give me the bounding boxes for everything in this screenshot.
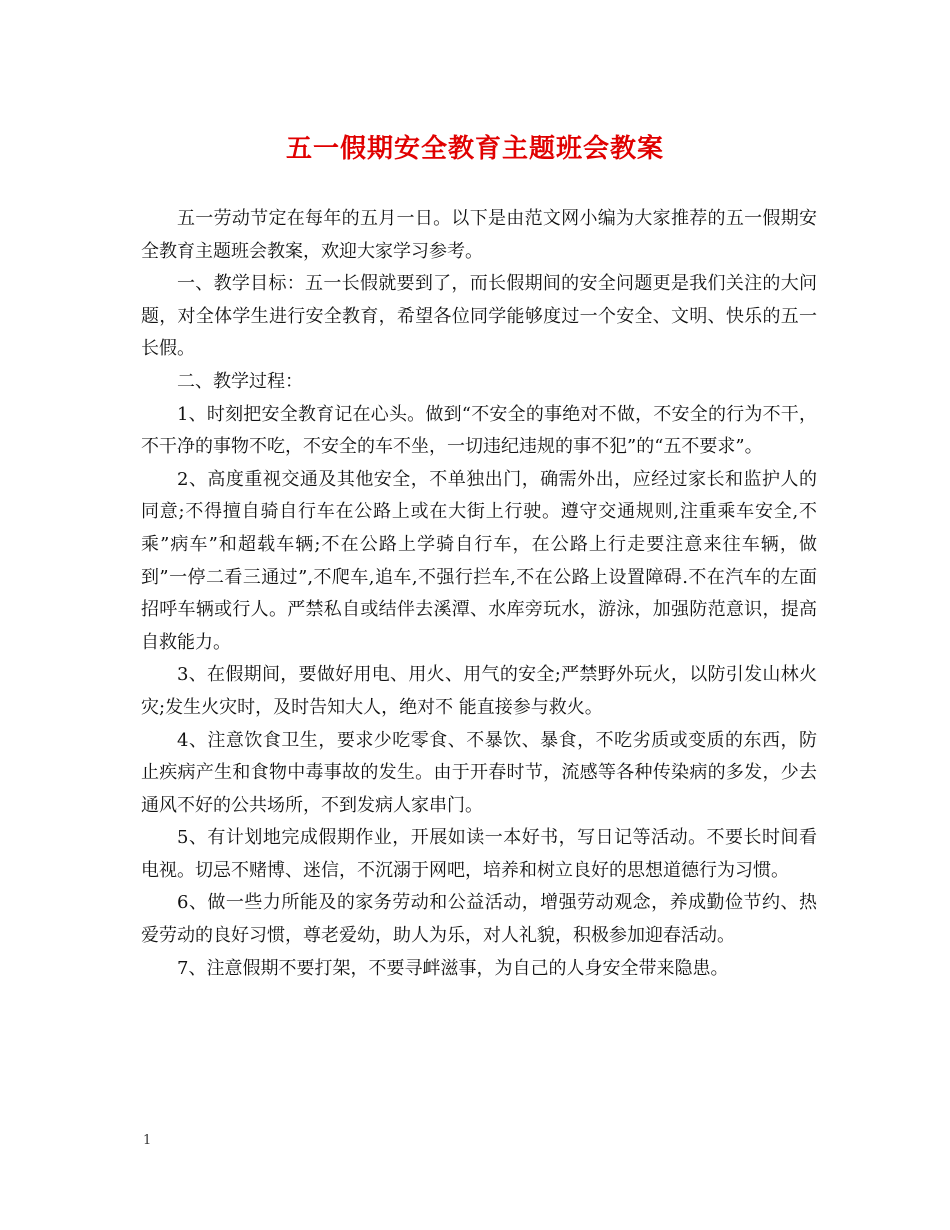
paragraph-item-2: 2、高度重视交通及其他安全，不单独出门，确需外出，应经过家长和监护人的同意;不得擅自骑自行车在公路上或在大街上行驶。遵守交通规则,注重乘车安全,不乘”病车”和超载车辆;不在公路上学骑自行车，在公路上行走要注意来往车辆，做到”一停二看三通过”,不爬车,追车,不强行拦车,不在公路上设置障碍.不在汽车的左面招呼车辆或行人。严禁私自或结伴去溪潭、水库旁玩水，游泳，加强防范意识，提高自救能力。: [141, 468, 817, 653]
paragraph-item-5: 5、有计划地完成假期作业，开展如读一本好书，写日记等活动。不要长时间看电视。切忌不赌博、迷信，不沉溺于网吧，培养和树立良好的思想道德行为习惯。: [141, 827, 817, 881]
document-body: [141, 203, 817, 985]
page-number: 1: [143, 1133, 152, 1148]
paragraph-item-1: 1、时刻把安全教育记在心头。做到“不安全的事绝对不做，不安全的行为不干，不干净的事物不吃，不安全的车不坐，一切违纪违规的事不犯”的“五不要求”。: [141, 403, 817, 458]
paragraph-item-6: 6、做一些力所能及的家务劳动和公益活动，增强劳动观念，养成勤俭节约、热爱劳动的良好习惯，尊老爱幼，助人为乐，对人礼貌，积极参加迎春活动。: [141, 892, 817, 947]
document-title: 五一假期安全教育主题班会教案: [285, 134, 664, 164]
paragraph-intro: 五一劳动节定在每年的五月一日。以下是由范文网小编为大家推荐的五一假期安全教育主题班会教案，欢迎大家学习参考。: [141, 208, 817, 262]
paragraph-teaching-process-heading: 二、教学过程：: [177, 370, 303, 392]
paragraph-item-4: 4、注意饮食卫生，要求少吃零食、不暴饮、暴食，不吃劣质或变质的东西，防止疾病产生和食物中毒事故的发生。由于开春时节，流感等各种传染病的多发，少去通风不好的公共场所，不到发病人家串门。: [141, 729, 817, 816]
paragraph-teaching-goal: 一、教学目标：五一长假就要到了，而长假期间的安全问题更是我们关注的大问题，对全体学生进行安全教育，希望各位同学能够度过一个安全、文明、快乐的五一长假。: [141, 273, 817, 360]
paragraph-item-7: 7、注意假期不要打架，不要寻衅滋事，为自己的人身安全带来隐患。: [177, 957, 729, 979]
paragraph-item-3: 3、在假期间，要做好用电、用火、用气的安全;严禁野外玩火，以防引发山林火灾;发生火灾时，及时告知大人，绝对不 能直接参与救火。: [141, 664, 817, 718]
